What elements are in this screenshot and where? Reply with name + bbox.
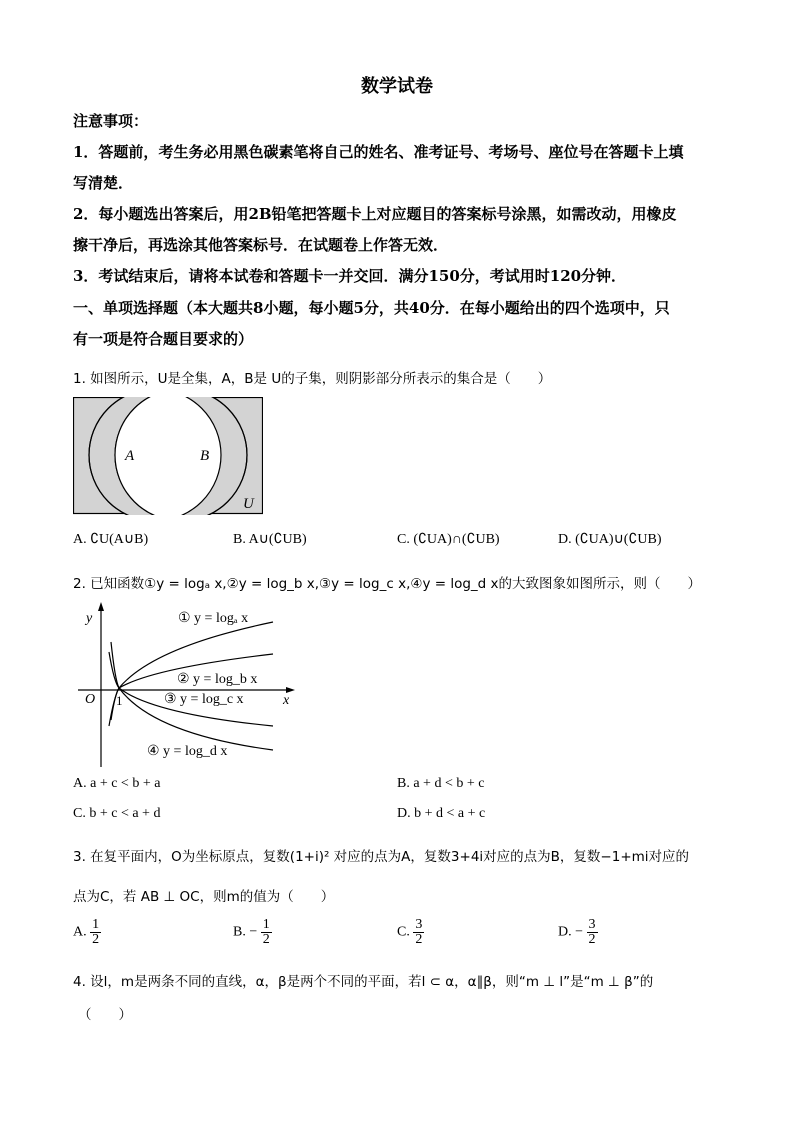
y-axis-arrow: [98, 602, 104, 611]
q2-stem: 2. 已知函数①y = logₐ x,②y = log_b x,③y = log_c x,④y = log_d x的大致图象如图所示，则（ ）: [73, 576, 702, 592]
venn-diagram: [73, 397, 263, 515]
notice-heading: 注意事项：: [73, 112, 149, 130]
x-axis-label: x: [283, 693, 290, 708]
page-title: 数学试卷: [361, 76, 433, 97]
section-heading-line-2: 有一项是符合题目要求的）: [73, 330, 254, 348]
q1-stem: 1. 如图所示，U是全集，A，B是 U的子集，则阴影部分所表示的集合是（ ）: [73, 371, 552, 387]
curve-2-label: ② y = log_b x: [177, 672, 258, 687]
q3-stem-line-2: 点为C，若 AB ⊥ OC，则m的值为（ ）: [73, 889, 335, 905]
q4-stem-line-2: （ ）: [78, 1007, 132, 1023]
q4-stem-line-1: 4. 设l，m是两条不同的直线，α，β是两个不同的平面，若l ⊂ α，α∥β，则“m ⊥ l”是“m ⊥ β”的: [73, 974, 654, 990]
q3-option-b: B. − $\frac{1}{2}$: [233, 917, 270, 947]
q1-option-b: B. A∪(∁UB): [233, 532, 307, 547]
q2-option-c: C. b + c < a + d: [73, 806, 161, 821]
curve-4-label: ④ y = log_d x: [147, 744, 228, 759]
curve-3-label: ③ y = log_c x: [164, 692, 244, 707]
q1-option-d: D. (∁UA)∪(∁UB): [558, 532, 662, 547]
q2-option-b: B. a + d < b + c: [397, 776, 485, 791]
notice-line-1b: 写清楚．: [73, 174, 134, 192]
venn-label-a: A: [125, 448, 135, 464]
y-axis-label: y: [86, 611, 93, 626]
q3-option-c: C. $\frac{3}{2}$: [397, 917, 423, 947]
q2-option-a: A. a + c < b + a: [73, 776, 161, 791]
q1-option-a: A. ∁U(A∪B): [73, 532, 149, 547]
q2-option-d: D. b + d < a + c: [397, 806, 486, 821]
q3-option-d: D. − $\frac{3}{2}$: [558, 917, 596, 947]
curve-1-label: ① y = logₐ x: [178, 611, 249, 626]
notice-line-2b: 擦干净后，再选涂其他答案标号．在试题卷上作答无效．: [73, 236, 449, 254]
origin-label: O: [85, 692, 96, 707]
venn-label-u: U: [243, 496, 254, 512]
log-graph: [73, 602, 303, 770]
tick-label-1: 1: [116, 693, 123, 708]
notice-line-2a: 2．每小题选出答案后，用2B铅笔把答题卡上对应题目的答案标号涂黑，如需改动，用橡皮: [73, 205, 677, 223]
q1-option-c: C. (∁UA)∩(∁UB): [397, 532, 500, 547]
q3-stem-line-1: 3. 在复平面内，O为坐标原点，复数(1+i)² 对应的点为A，复数3+4i对应的点为B，复数−1+mi对应的: [73, 849, 690, 865]
venn-label-b: B: [200, 448, 210, 464]
notice-line-3: 3．考试结束后，请将本试卷和答题卡一并交回．满分150分，考试用时120分钟．: [73, 267, 627, 285]
notice-line-1a: 1．答题前，考生务必用黑色碳素笔将自己的姓名、准考证号、考场号、座位号在答题卡上填: [73, 143, 684, 161]
q3-option-a: A. $\frac{1}{2}$: [73, 917, 100, 947]
section-heading-line-1: 一、单项选择题（本大题共8小题，每小题5分，共40分．在每小题给出的四个选项中，只: [73, 299, 670, 317]
curve-3: [109, 652, 273, 726]
